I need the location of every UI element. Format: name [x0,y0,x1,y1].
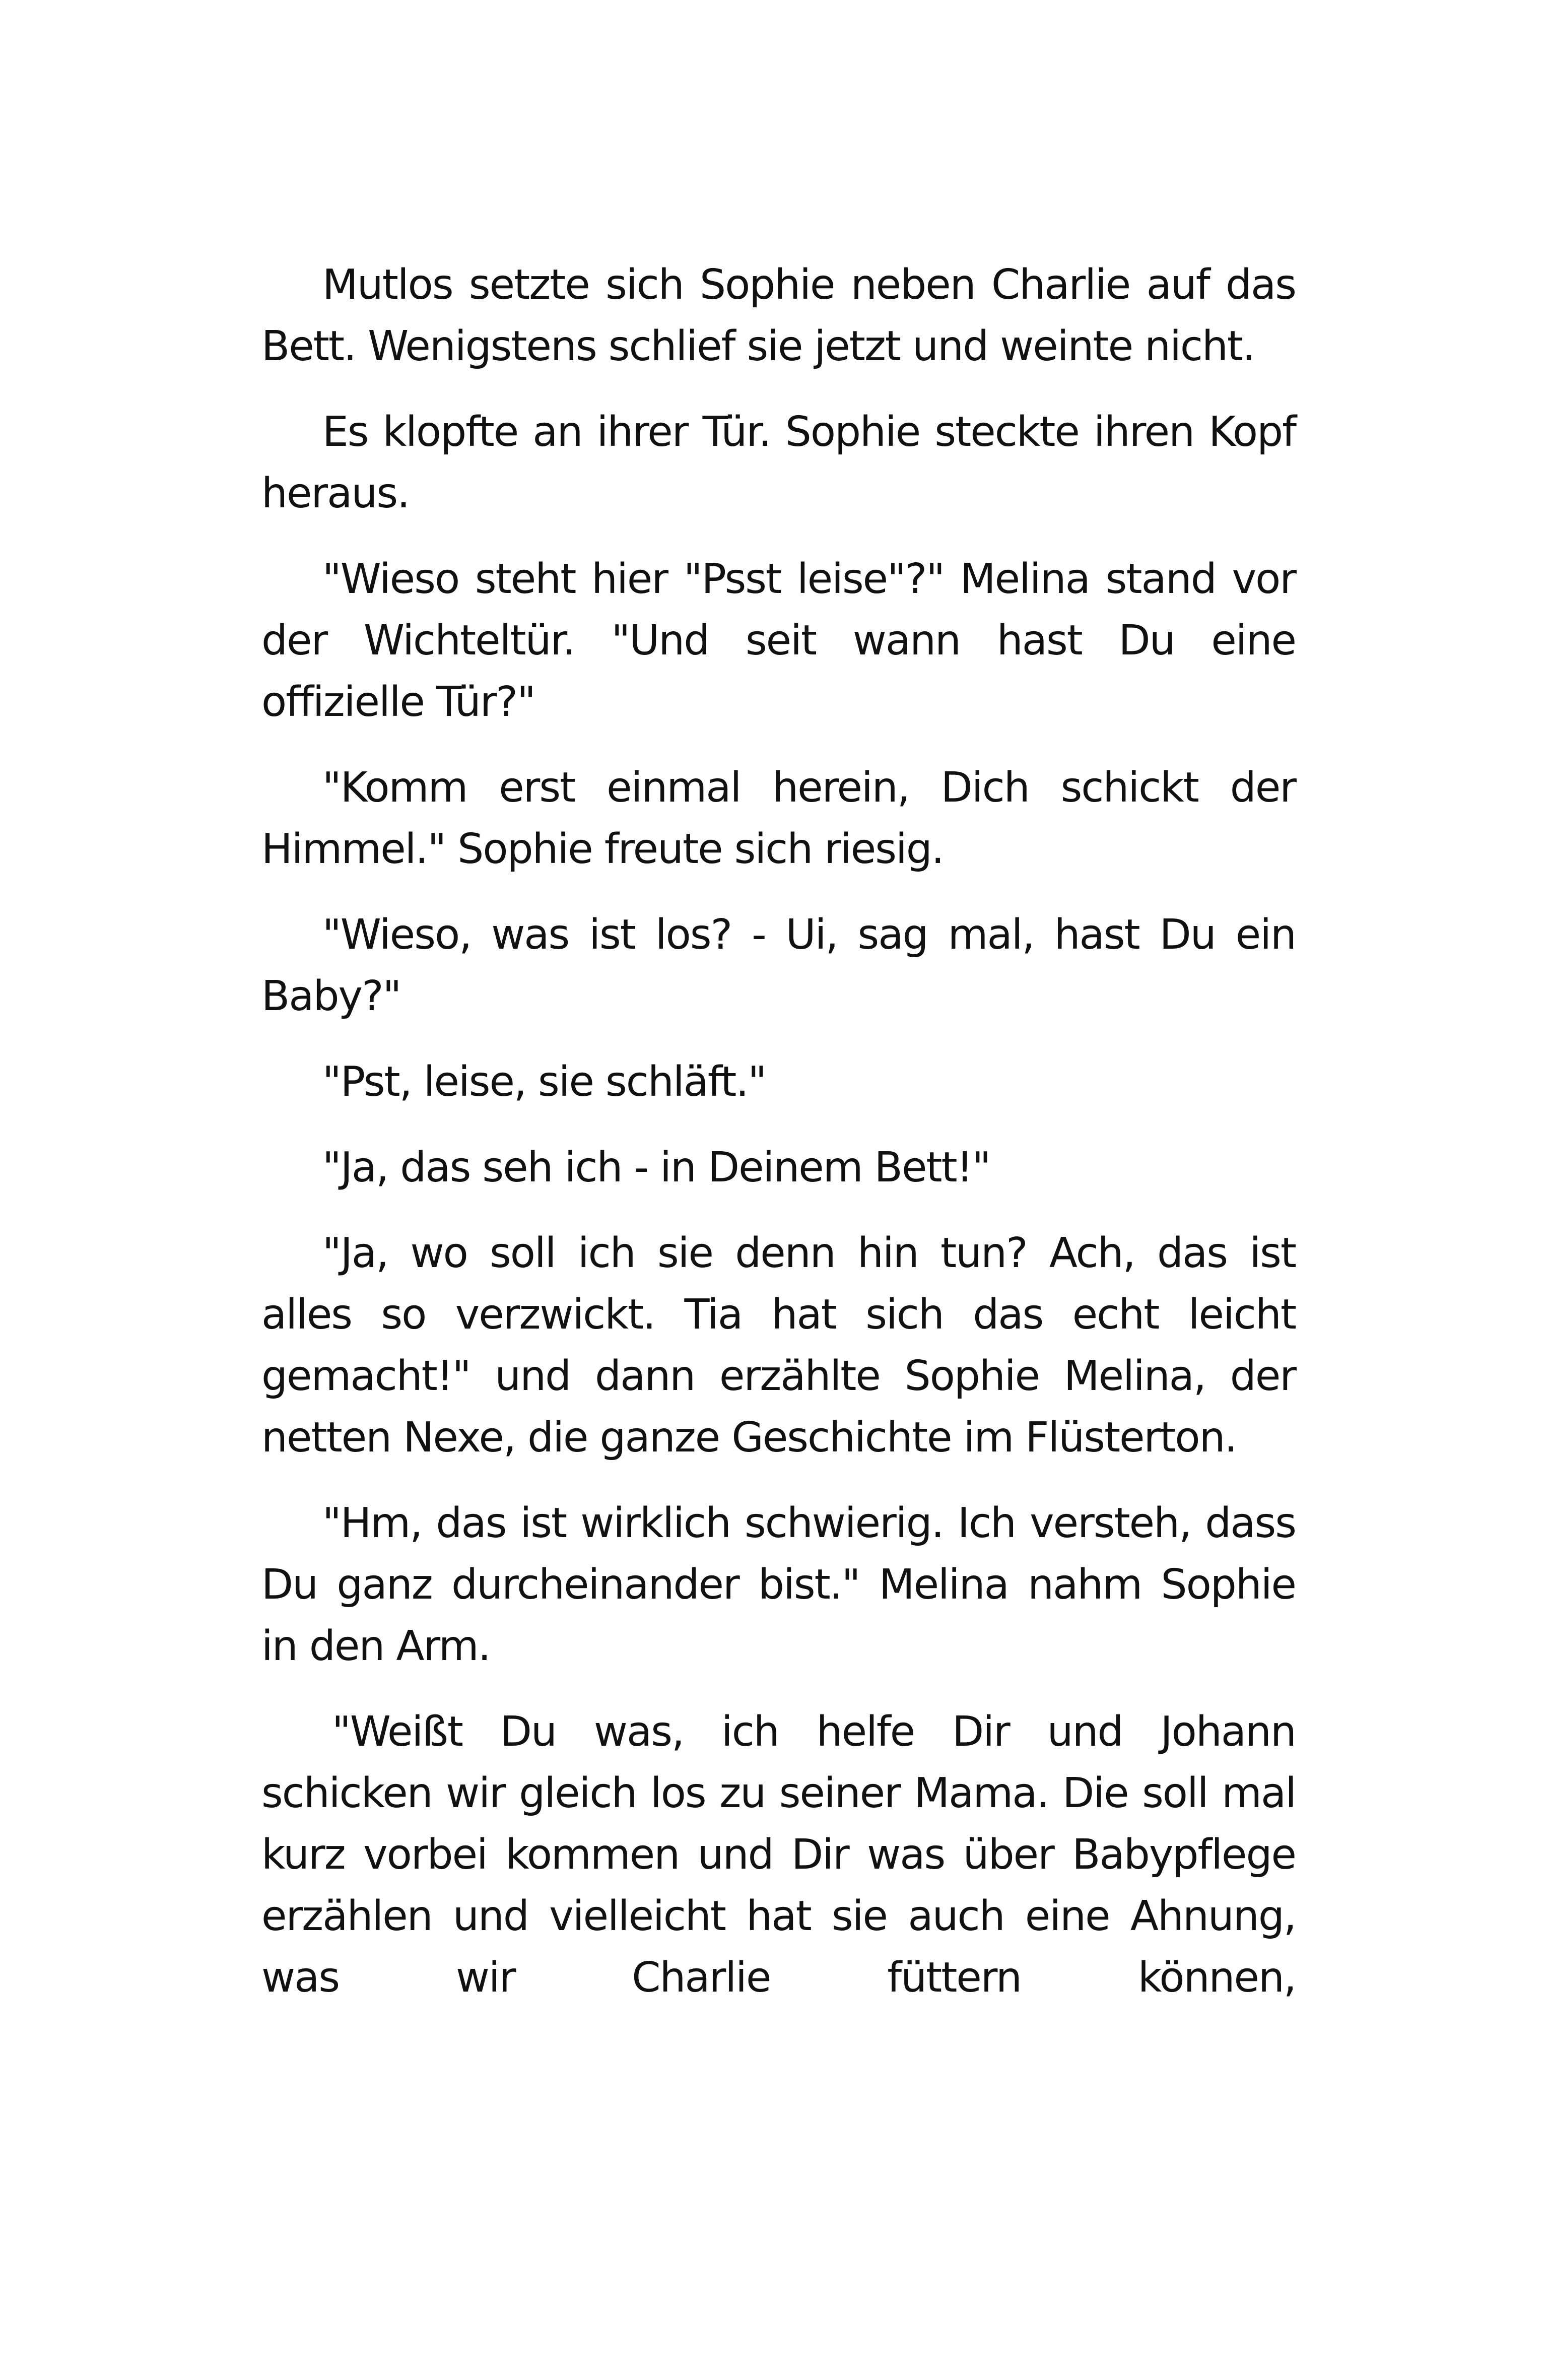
paragraph-8: "Ja, wo soll ich sie denn hin tun? Ach, das ist alles so verzwickt. Tia hat sich das echt leicht gemacht!" und dann erzählte Sophie Melina, der netten Nexe, die ganze Geschichte im Flüsterton. [261,1229,1296,1462]
paragraph-9: "Hm, das ist wirklich schwierig. Ich versteh, dass Du ganz durcheinander bist." Melina nahm Sophie in den Arm. [261,1499,1296,1670]
paragraph-10: "Weißt Du was, ich helfe Dir und Johann schicken wir gleich los zu seiner Mama. Die soll mal kurz vorbei kommen und Dir was über Babypflege erzählen und vielleicht hat sie auch eine Ahnung, was wir Charlie füttern können, [261,1708,1296,2002]
paragraph-2: Es klopfte an ihrer Tür. Sophie steckte ihren Kopf heraus. [261,408,1296,517]
story-text [261,254,1296,2009]
paragraph-3: "Wieso steht hier "Psst leise"?" Melina stand vor der Wichteltür. "Und seit wann hast Du eine offizielle Tür?" [261,555,1296,726]
paragraph-5: "Wieso, was ist los? - Ui, sag mal, hast Du ein Baby?" [261,911,1296,1020]
paragraph-6: "Pst, leise, sie schläft." [322,1058,766,1106]
paragraph-4: "Komm erst einmal herein, Dich schickt der Himmel." Sophie freute sich riesig. [261,764,1296,873]
paragraph-1: Mutlos setzte sich Sophie neben Charlie auf das Bett. Wenigstens schlief sie jetzt und weinte nicht. [261,261,1296,370]
paragraph-7: "Ja, das seh ich - in Deinem Bett!" [322,1144,990,1192]
